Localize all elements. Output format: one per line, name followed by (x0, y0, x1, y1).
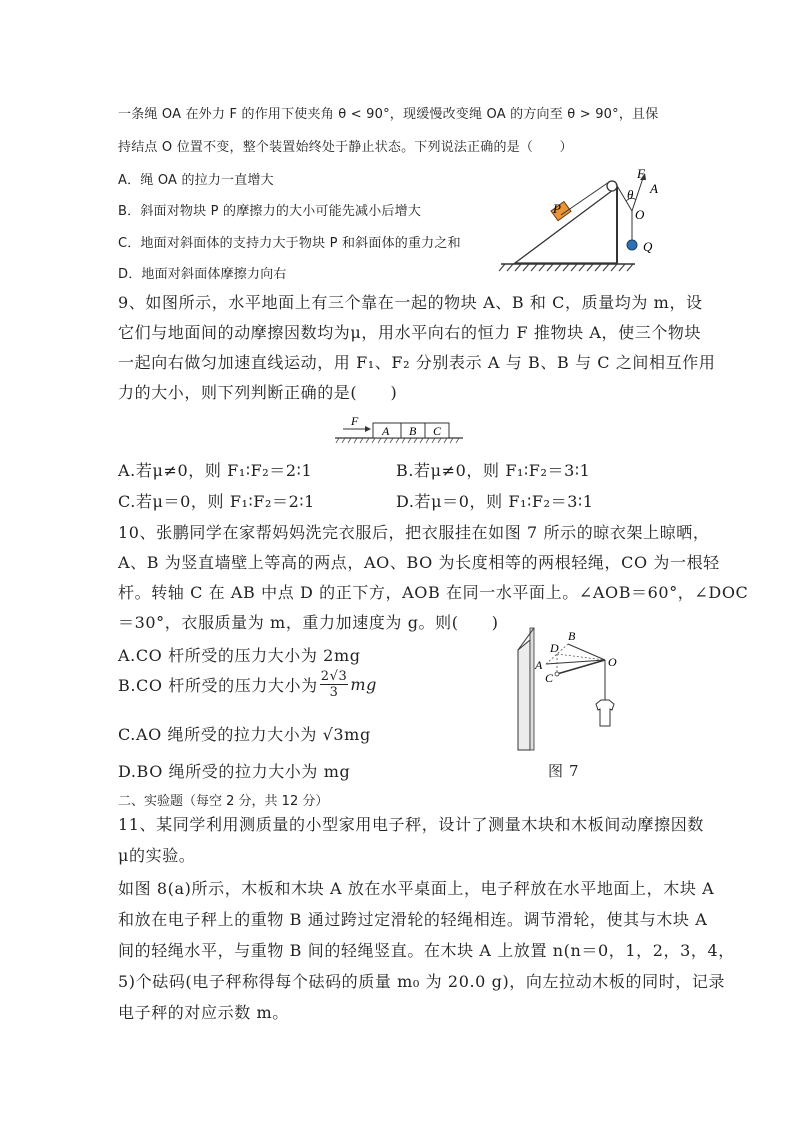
hinge-c (555, 672, 559, 676)
weight-q (627, 240, 637, 250)
q10-option-a: A.CO 杆所受的压力大小为 2mg (118, 646, 361, 665)
q11-line-1: 11、某同学利用测质量的小型家用电子秤，设计了测量木块和木板间动摩擦因数 (118, 815, 704, 834)
label-p: P (553, 201, 561, 216)
section-heading: 二、实验题（每空 2 分，共 12 分） (118, 794, 329, 809)
q8-option-d: D．地面对斜面体摩擦力向右 (118, 267, 287, 282)
q9-option-c: C.若μ＝0，则 F₁∶F₂＝2∶1 (118, 492, 315, 511)
q9-option-b: B.若μ≠0，则 F₁∶F₂＝3∶1 (396, 461, 591, 480)
q11-line-6: 5)个砝码(电子秤称得每个砝码的质量 m₀ 为 20.0 g)，向左拉动木板的同时，记录 (118, 972, 726, 991)
q11-line-2: μ的实验。 (118, 846, 196, 865)
q10-line-3: 杆。转轴 C 在 AB 中点 D 的正下方，AOB 在同一水平面上。∠AOB＝60°，∠DOC (118, 583, 749, 602)
q10-line-4: ＝30°，衣服质量为 m，重力加速度为 g。则( ) (118, 613, 499, 632)
label-a: A (535, 658, 543, 672)
q8-stem-line-1: 一条绳 OA 在外力 F 的作用下使夹角 θ < 90°，现缓慢改变绳 OA 的方向至 θ > 90°，且保 (118, 107, 659, 122)
q10-figure-caption: 图 7 (548, 762, 580, 780)
q11-line-5: 间的轻绳水平，与重物 B 间的轻绳竖直。在木块 A 上放置 n(n＝0，1，2，3，4， (118, 941, 735, 960)
q10-option-b-unit: mg (350, 675, 377, 694)
wall-face (530, 628, 534, 750)
q11-line-7: 电子秤的对应示数 m。 (118, 1003, 289, 1022)
q9-line-4: 力的大小，则下列判断正确的是( ) (118, 383, 398, 402)
label-f: F (637, 166, 645, 181)
label-d: D (550, 641, 559, 655)
label-b: B (568, 629, 576, 643)
label-q: Q (643, 239, 653, 254)
q10-line-2: A、B 为竖直墙壁上等高的两点，AO、BO 为长度相等的两根轻绳，CO 为一根轻 (118, 553, 720, 572)
q9-option-d: D.若μ＝0，则 F₁∶F₂＝3∶1 (396, 492, 594, 511)
q10-option-d: D.BO 绳所受的拉力大小为 mg (118, 762, 351, 781)
fraction-numerator: 2√3 (320, 669, 348, 684)
wall (518, 640, 530, 750)
fraction (320, 669, 349, 700)
q8-option-b: B．斜面对物块 P 的摩擦力的大小可能先减小后增大 (118, 204, 422, 219)
q11-line-4: 和放在电子秤上的重物 B 通过跨过定滑轮的轻绳相连。调节滑轮，使其与木块 A (118, 910, 708, 929)
label-c: C (545, 671, 554, 685)
q9-option-a: A.若μ≠0，则 F₁∶F₂＝2∶1 (118, 461, 313, 480)
q10-line-1: 10、张鹏同学在家帮妈妈洗完衣服后，把衣服挂在如图 7 所示的晾衣架上晾晒， (118, 523, 710, 542)
label-a: A (382, 424, 390, 438)
q10-option-b-text: B.CO 杆所受的压力大小为 (118, 676, 318, 695)
force-arrow-head (365, 426, 371, 432)
ground-hatching (499, 264, 635, 271)
q8-option-c: C．地面对斜面体的支持力大于物块 P 和斜面体的重力之和 (118, 236, 461, 251)
label-a: A (650, 181, 658, 196)
q8-option-a: A．绳 OA 的拉力一直增大 (118, 173, 274, 188)
q10-option-c: C.AO 绳所受的拉力大小为 √3mg (118, 725, 371, 744)
q10-option-b (118, 669, 377, 700)
ground-hatching (336, 438, 459, 443)
label-o: O (608, 655, 617, 669)
label-c: C (433, 424, 442, 438)
q11-line-3: 如图 8(a)所示，木板和木块 A 放在水平桌面上，电子秤放在水平地面上，木块 A (118, 879, 715, 898)
label-f: F (351, 415, 359, 428)
q9-figure-blocks (335, 415, 465, 445)
label-theta: θ (627, 187, 634, 202)
fraction-denominator: 3 (329, 685, 339, 700)
label-o: O (635, 207, 645, 222)
q8-stem-line-2: 持结点 O 位置不变，整个装置始终处于静止状态。下列说法正确的是（ ） (118, 140, 573, 155)
incline-body (515, 187, 617, 263)
q9-line-3: 一起向右做匀加速直线运动，用 F₁、F₂ 分别表示 A 与 B、B 与 C 之间相互作用 (118, 353, 716, 372)
label-b: B (409, 424, 417, 438)
q10-figure-clothes-rack (510, 622, 650, 752)
q9-line-1: 9、如图所示，水平地面上有三个靠在一起的物块 A、B 和 C，质量均为 m，设 (118, 293, 703, 312)
q8-figure-incline (495, 165, 670, 273)
clothes-icon (596, 696, 614, 726)
q9-line-2: 它们与地面间的动摩擦因数均为μ，用水平向右的恒力 F 推物块 A，使三个物块 (118, 323, 702, 342)
